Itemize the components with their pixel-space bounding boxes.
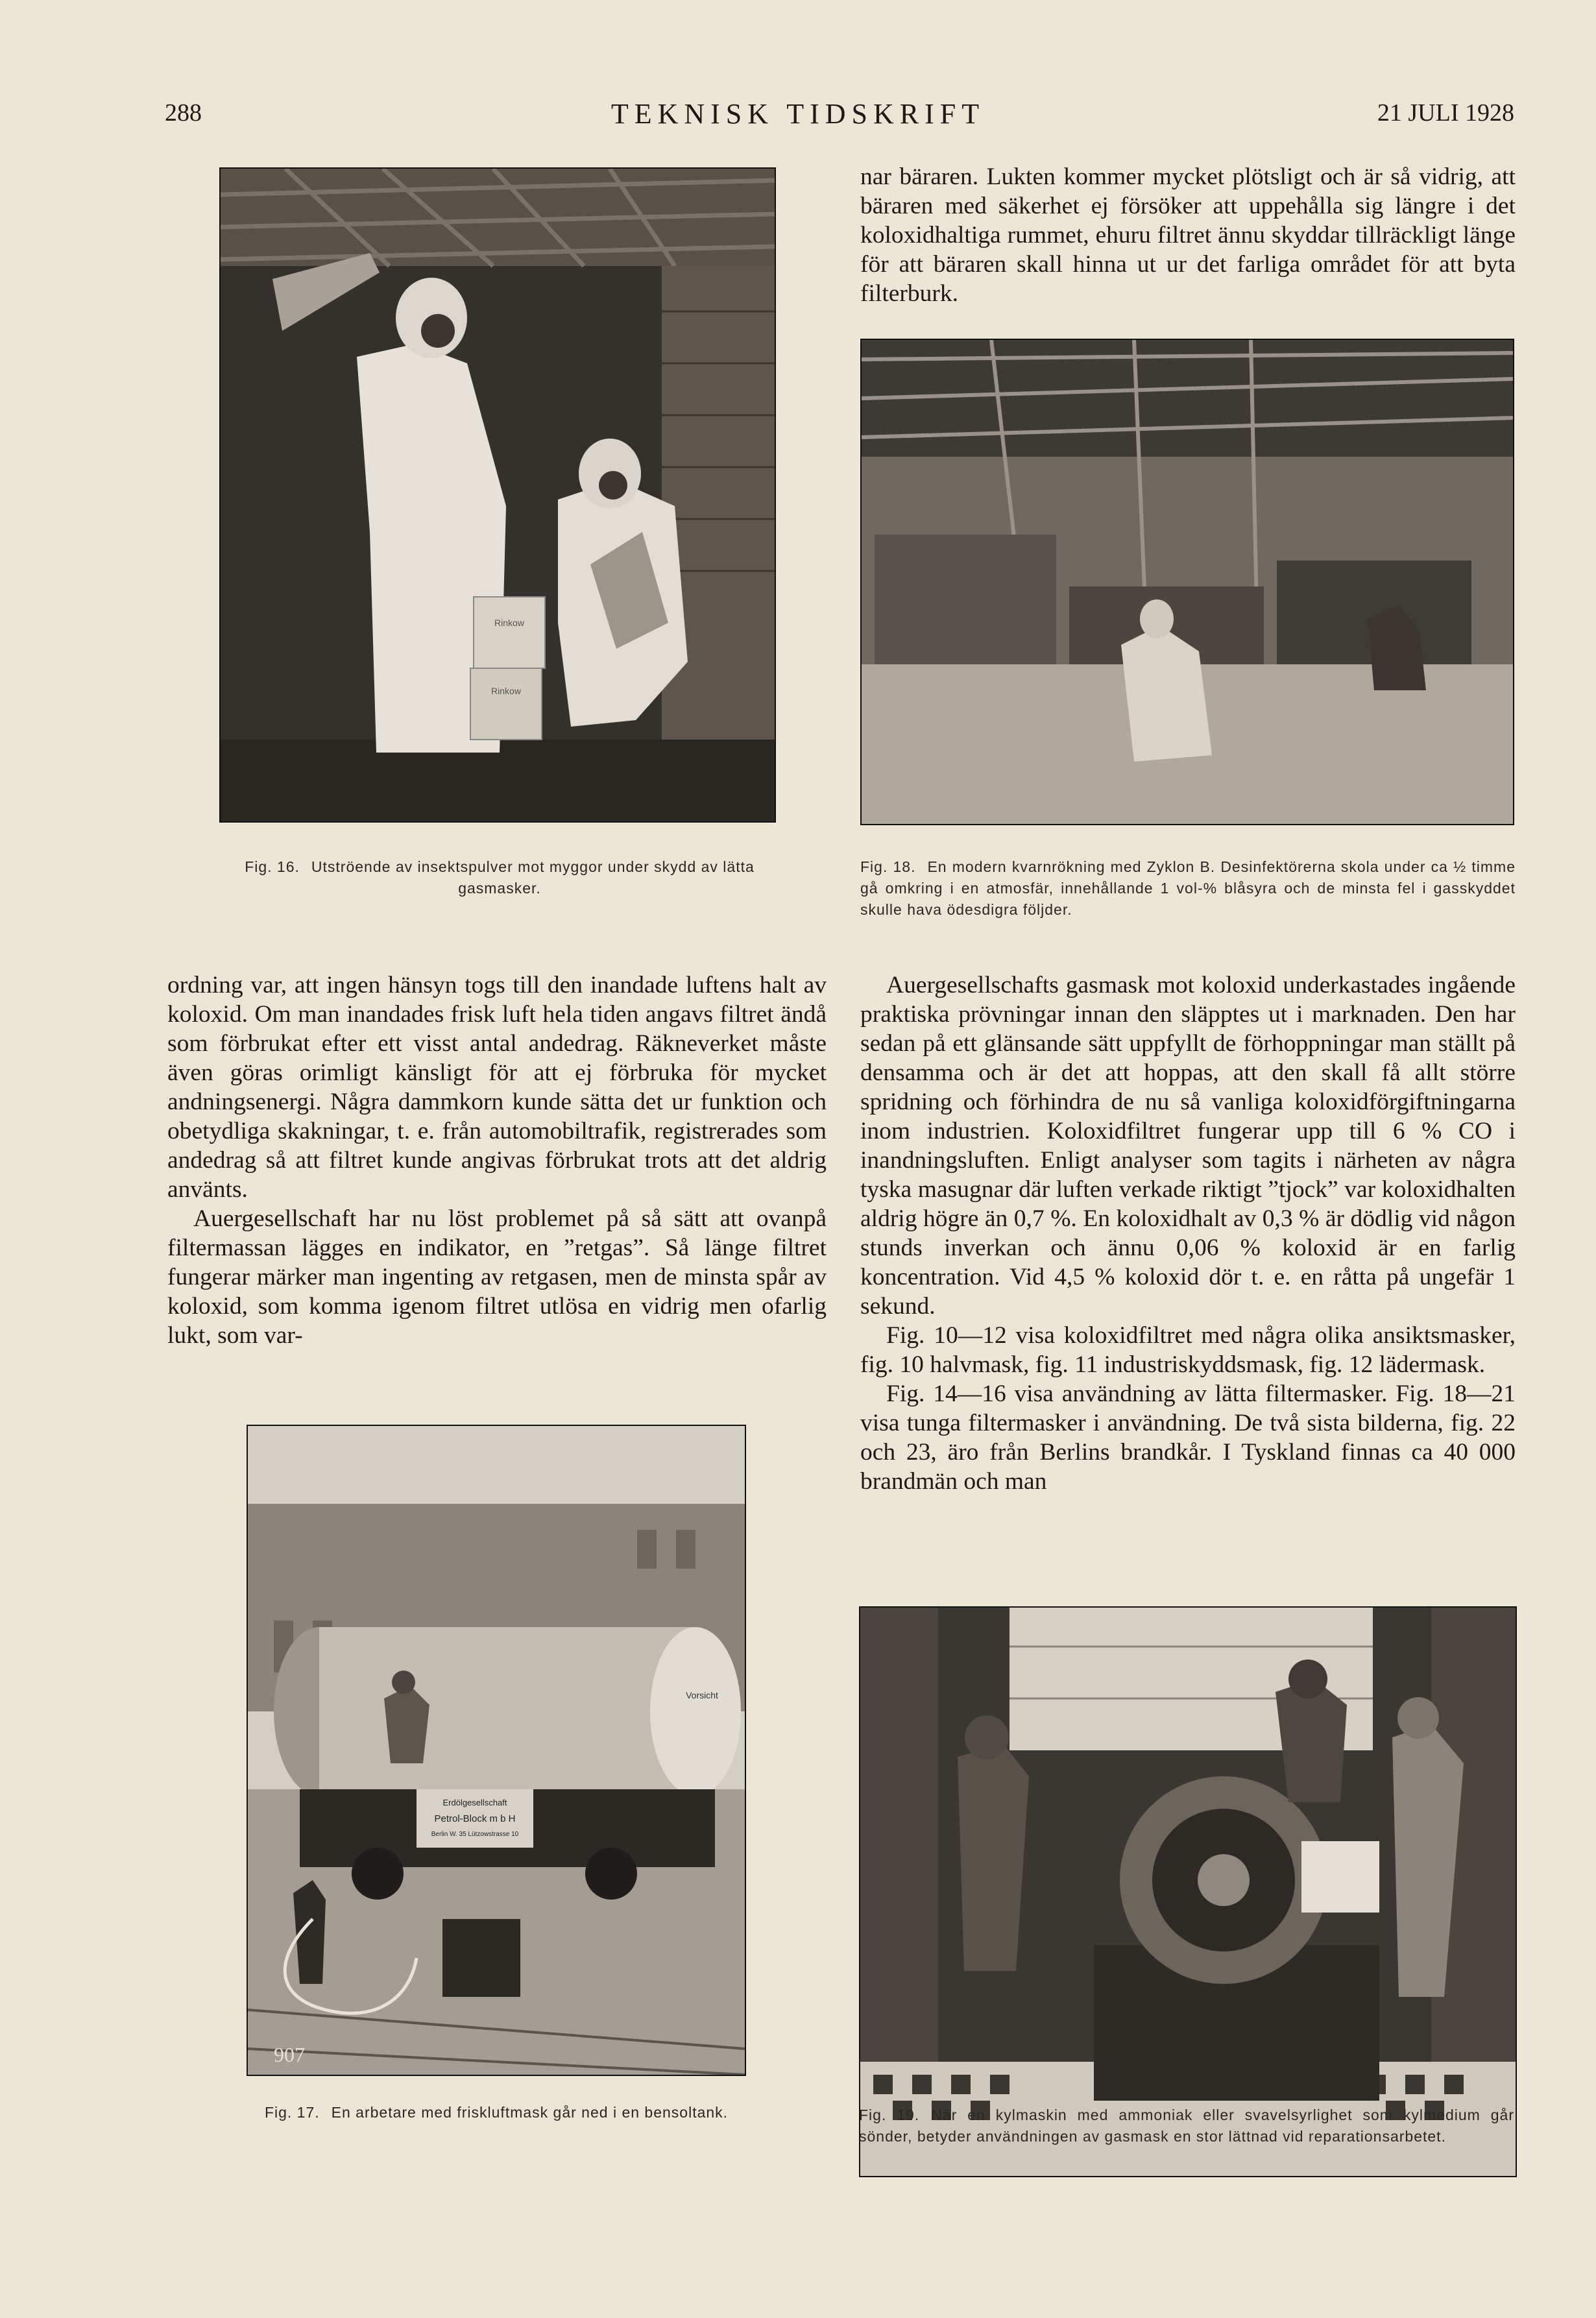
right-paragraph-1: Auergesellschafts gasmask mot koloxid underkastades ingående praktiska prövningar innan den släpptes ut i marknaden. Den har sedan på ett glänsande sätt uppfyllt de förhoppningar man ställt på densamma och är det att hoppas, att den skall få allt större spridning och förhindra de nu så vanliga koloxidförgiftningarna inom industrien. Koloxidfiltret fungerar upp till 6 % CO i inandningsluften. Enligt analyser som tagits i närheten av några tyska masugnar där luften verkade riktigt ”tjock” var koloxidhalten aldrig högre än 0,7 %. En koloxidhalt av 0,3 % är dödlig vid någon stunds inverkan och ännu 0,06 % koloxid är en farlig koncentration. Vid 4,5 % koloxid dör t. e. en råtta på ungefär 1 sekund. bbox=[860, 972, 1516, 1320]
fig16-caption-text: Utströende av insektspulver mot myggor under skydd av lätta gasmasker. bbox=[311, 858, 755, 897]
box-label-upper: Rinkow bbox=[494, 618, 524, 628]
fig19-caption-text: När en kylmaskin med ammoniak eller svavelsyrlighet som kylmedium går sönder, betyder användningen av gasmask en stor lättnad vid reparationsarbetet. bbox=[859, 2107, 1514, 2145]
fig16-caption bbox=[214, 856, 785, 899]
fig19-caption bbox=[859, 2105, 1514, 2147]
fig17-photo bbox=[247, 1425, 746, 2076]
fig17-label: Fig. 17. bbox=[264, 2104, 320, 2121]
fig19-photo bbox=[859, 1606, 1517, 2177]
fig16-photo bbox=[219, 167, 776, 823]
fig19-label: Fig. 19. bbox=[859, 2107, 920, 2123]
tank-text-2: Petrol-Block m b H bbox=[434, 1813, 516, 1824]
issue-date: 21 JULI 1928 bbox=[1377, 99, 1514, 127]
photo-number: 907 bbox=[274, 2043, 305, 2066]
right-column-top-text bbox=[860, 162, 1516, 308]
tank-sign: Vorsicht bbox=[686, 1690, 718, 1700]
journal-title: TEKNISK TIDSKRIFT bbox=[611, 98, 985, 130]
fig18-caption-text: En modern kvarnrökning med Zyklon B. Desinfektörerna skola under ca ½ timme gå omkring i en atmosfär, innehållande 1 vol-% blåsyra och de minsta fel i gasskyddet skulle hava ödesdigra följder. bbox=[860, 858, 1516, 918]
fig17-caption bbox=[247, 2102, 746, 2123]
right-paragraph-2: Fig. 10—12 visa koloxidfiltret med några olika ansiktsmasker, fig. 10 halvmask, fig. 11 industriskyddsmask, fig. 12 lädermask. bbox=[860, 1322, 1516, 1378]
box-label-lower: Rinkow bbox=[491, 686, 521, 696]
tank-text-1: Erdölgesellschaft bbox=[442, 1798, 507, 1807]
tank-text-3: Berlin W. 35 Lützowstrasse 10 bbox=[431, 1831, 519, 1838]
fig18-label: Fig. 18. bbox=[860, 858, 916, 875]
left-column-text bbox=[167, 971, 827, 1350]
paragraph: nar bäraren. Lukten kommer mycket plötsligt och är så vidrig, att bäraren med säkerhet ej försöker att uppehålla sig längre i det koloxidhaltiga rummet, ehuru filtret ännu skyddar tillräckligt länge för att bäraren skall hinna ut ur det farliga området för att byta filterburk. bbox=[860, 163, 1516, 307]
page-number: 288 bbox=[165, 99, 202, 127]
right-column-text bbox=[860, 971, 1516, 1496]
fig17-caption-text: En arbetare med friskluftmask går ned i en bensoltank. bbox=[331, 2104, 729, 2121]
left-paragraph-2: Auergesellschaft har nu löst problemet på så sätt att ovanpå filtermassan lägges en indikator, en ”retgas”. Så länge filtret fungerar märker man ingenting av retgasen, men de minsta spår av koloxid, som komma igenom filtret utlösa en vidrig men ofarlig lukt, som var- bbox=[167, 1205, 827, 1349]
fig16-label: Fig. 16. bbox=[245, 858, 300, 875]
fig18-photo bbox=[860, 339, 1514, 825]
right-paragraph-3: Fig. 14—16 visa användning av lätta filtermasker. Fig. 18—21 visa tunga filtermasker i användning. De två sista bilderna, fig. 22 och 23, äro från Berlins brandkår. I Tyskland finnas ca 40 000 brandmän och man bbox=[860, 1381, 1516, 1495]
fig18-caption bbox=[860, 856, 1516, 921]
left-paragraph-1: ordning var, att ingen hänsyn togs till den inandade luftens halt av koloxid. Om man inandades frisk luft hela tiden angavs filtret ändå som förbrukat efter ett visst antal andedrag. Räkneverket måste även göras orimligt känsligt för att ej förbruka för mycket andningsenergi. Några dammkorn kunde sätta det ur funktion och obetydliga skakningar, t. e. från automobiltrafik, registrerades som andedrag så att filtret kunde angivas förbrukat trots att det aldrig använts. bbox=[167, 972, 827, 1203]
